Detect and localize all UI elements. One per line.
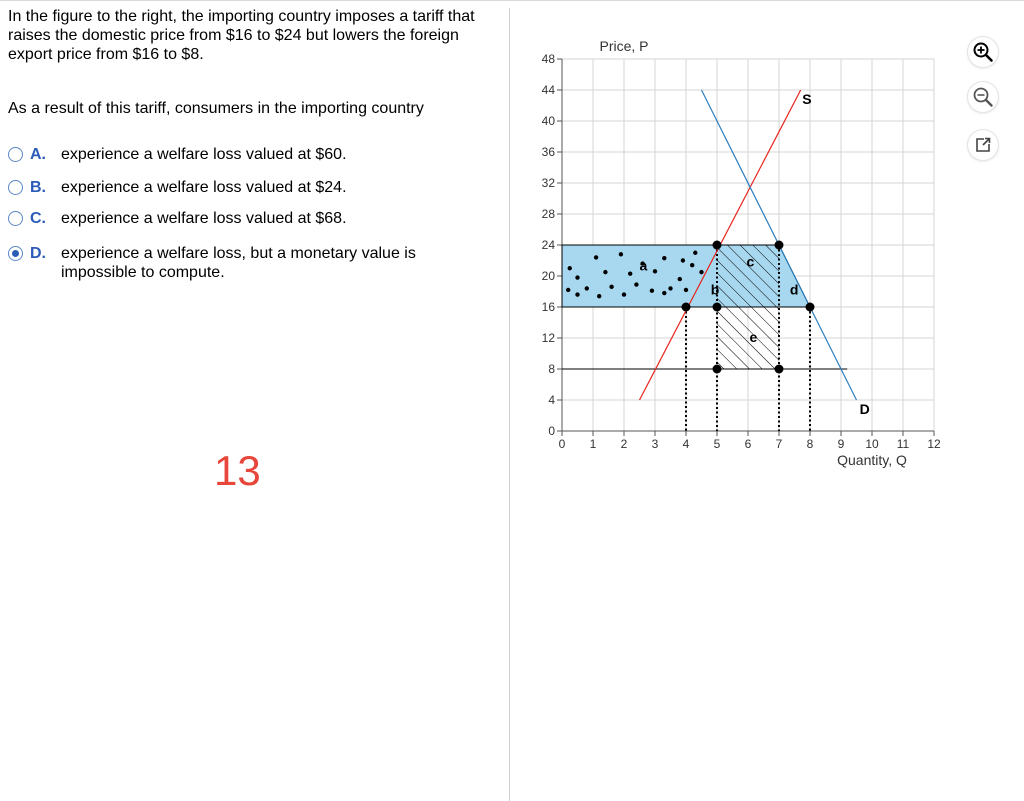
option-a-text: experience a welfare loss valued at $60. <box>61 146 347 163</box>
option-b[interactable] <box>8 178 503 197</box>
equilibrium-point <box>775 241 784 250</box>
area-a-dot <box>566 288 570 292</box>
area-a-dot <box>575 292 579 296</box>
area-a-dot <box>619 252 623 256</box>
zoom-out-icon <box>972 86 994 108</box>
area-a-dot <box>699 270 703 274</box>
x-tick-label: 12 <box>927 437 941 451</box>
x-axis-title: Quantity, Q <box>837 452 907 468</box>
x-tick-label: 10 <box>865 437 879 451</box>
y-tick-label: 40 <box>541 114 555 128</box>
x-tick-label: 7 <box>775 437 783 451</box>
x-tick-label: 4 <box>682 437 690 451</box>
x-tick-label: 0 <box>558 437 566 451</box>
x-tick-label: 5 <box>713 437 721 451</box>
y-tick-label: 24 <box>541 238 555 252</box>
zoom-in-button[interactable] <box>968 37 998 67</box>
area-a-dot <box>594 255 598 259</box>
equilibrium-point <box>775 365 784 374</box>
y-tick-label: 12 <box>541 331 555 345</box>
x-tick-label: 8 <box>806 437 814 451</box>
handwritten-annotation: 13 <box>214 447 261 494</box>
demand-label: D <box>859 400 870 417</box>
y-axis-title: Price, P <box>599 38 649 54</box>
equilibrium-point <box>713 241 722 250</box>
area-label-a: a <box>639 257 648 274</box>
y-tick-label: 16 <box>541 300 555 314</box>
equilibrium-point <box>806 303 815 312</box>
area-a-dot <box>603 270 607 274</box>
option-d-text: experience a welfare loss, but a monetary value is impossible to compute. <box>61 245 416 281</box>
area-a-dot <box>622 292 626 296</box>
popout-button[interactable] <box>968 130 998 160</box>
option-c[interactable] <box>8 209 503 228</box>
x-tick-label: 11 <box>896 437 910 451</box>
option-d-radio[interactable] <box>8 246 23 261</box>
y-tick-label: 20 <box>541 269 555 283</box>
y-tick-label: 0 <box>548 424 555 438</box>
area-a-dot <box>678 277 682 281</box>
x-tick-label: 1 <box>589 437 597 451</box>
option-c-radio[interactable] <box>8 211 23 226</box>
option-b-letter: B. <box>30 179 46 196</box>
tariff-chart <box>512 30 952 485</box>
equilibrium-point <box>682 303 691 312</box>
area-a-dot <box>681 258 685 262</box>
top-border <box>0 0 1024 1</box>
area-label-d: d <box>789 281 799 298</box>
area-a-dot <box>684 288 688 292</box>
x-tick-label: 2 <box>620 437 628 451</box>
area-label-b: b <box>710 281 720 298</box>
option-a-letter: A. <box>30 146 46 163</box>
option-d-letter: D. <box>30 245 46 262</box>
option-c-letter: C. <box>30 210 46 227</box>
area-label-c: c <box>746 253 755 270</box>
area-a-dot <box>668 286 672 290</box>
supply-label: S <box>802 90 812 107</box>
option-c-text: experience a welfare loss valued at $68. <box>61 210 347 227</box>
y-tick-label: 32 <box>541 176 555 190</box>
option-b-text: experience a welfare loss valued at $24. <box>61 179 347 196</box>
x-tick-label: 9 <box>837 437 845 451</box>
y-tick-label: 36 <box>541 145 555 159</box>
popout-icon <box>973 135 993 155</box>
area-a-dot <box>662 291 666 295</box>
pane-divider <box>509 8 510 801</box>
option-a-radio[interactable] <box>8 147 23 162</box>
area-a-dot <box>634 282 638 286</box>
equilibrium-point <box>713 365 722 374</box>
chart-svg <box>512 30 952 480</box>
option-a[interactable] <box>8 145 503 164</box>
question-prompt: As a result of this tariff, consumers in the importing country <box>8 100 424 117</box>
area-a-dot <box>597 294 601 298</box>
area-a-dot <box>609 285 613 289</box>
area-a-dot <box>628 271 632 275</box>
y-tick-label: 44 <box>541 83 555 97</box>
x-tick-label: 3 <box>651 437 659 451</box>
area-a-dot <box>653 269 657 273</box>
area-a-dot <box>575 275 579 279</box>
zoom-out-button[interactable] <box>968 82 998 112</box>
area-a-dot <box>693 251 697 255</box>
y-tick-label: 8 <box>548 362 555 376</box>
option-d[interactable] <box>8 244 503 282</box>
area-a-dot <box>568 266 572 270</box>
y-tick-label: 28 <box>541 207 555 221</box>
question-text: In the figure to the right, the importing country imposes a tariff that raises the domestic price from $16 to $24 but lowers the foreign export price from $16 to $8. <box>8 8 475 63</box>
area-label-e: e <box>749 328 758 345</box>
option-b-radio[interactable] <box>8 180 23 195</box>
x-tick-label: 6 <box>744 437 752 451</box>
equilibrium-point <box>713 303 722 312</box>
y-tick-label: 48 <box>541 52 555 66</box>
area-a-dot <box>690 263 694 267</box>
y-tick-label: 4 <box>548 393 555 407</box>
zoom-in-icon <box>972 41 994 63</box>
area-a-dot <box>650 289 654 293</box>
area-a-dot <box>585 286 589 290</box>
area-a-dot <box>662 256 666 260</box>
